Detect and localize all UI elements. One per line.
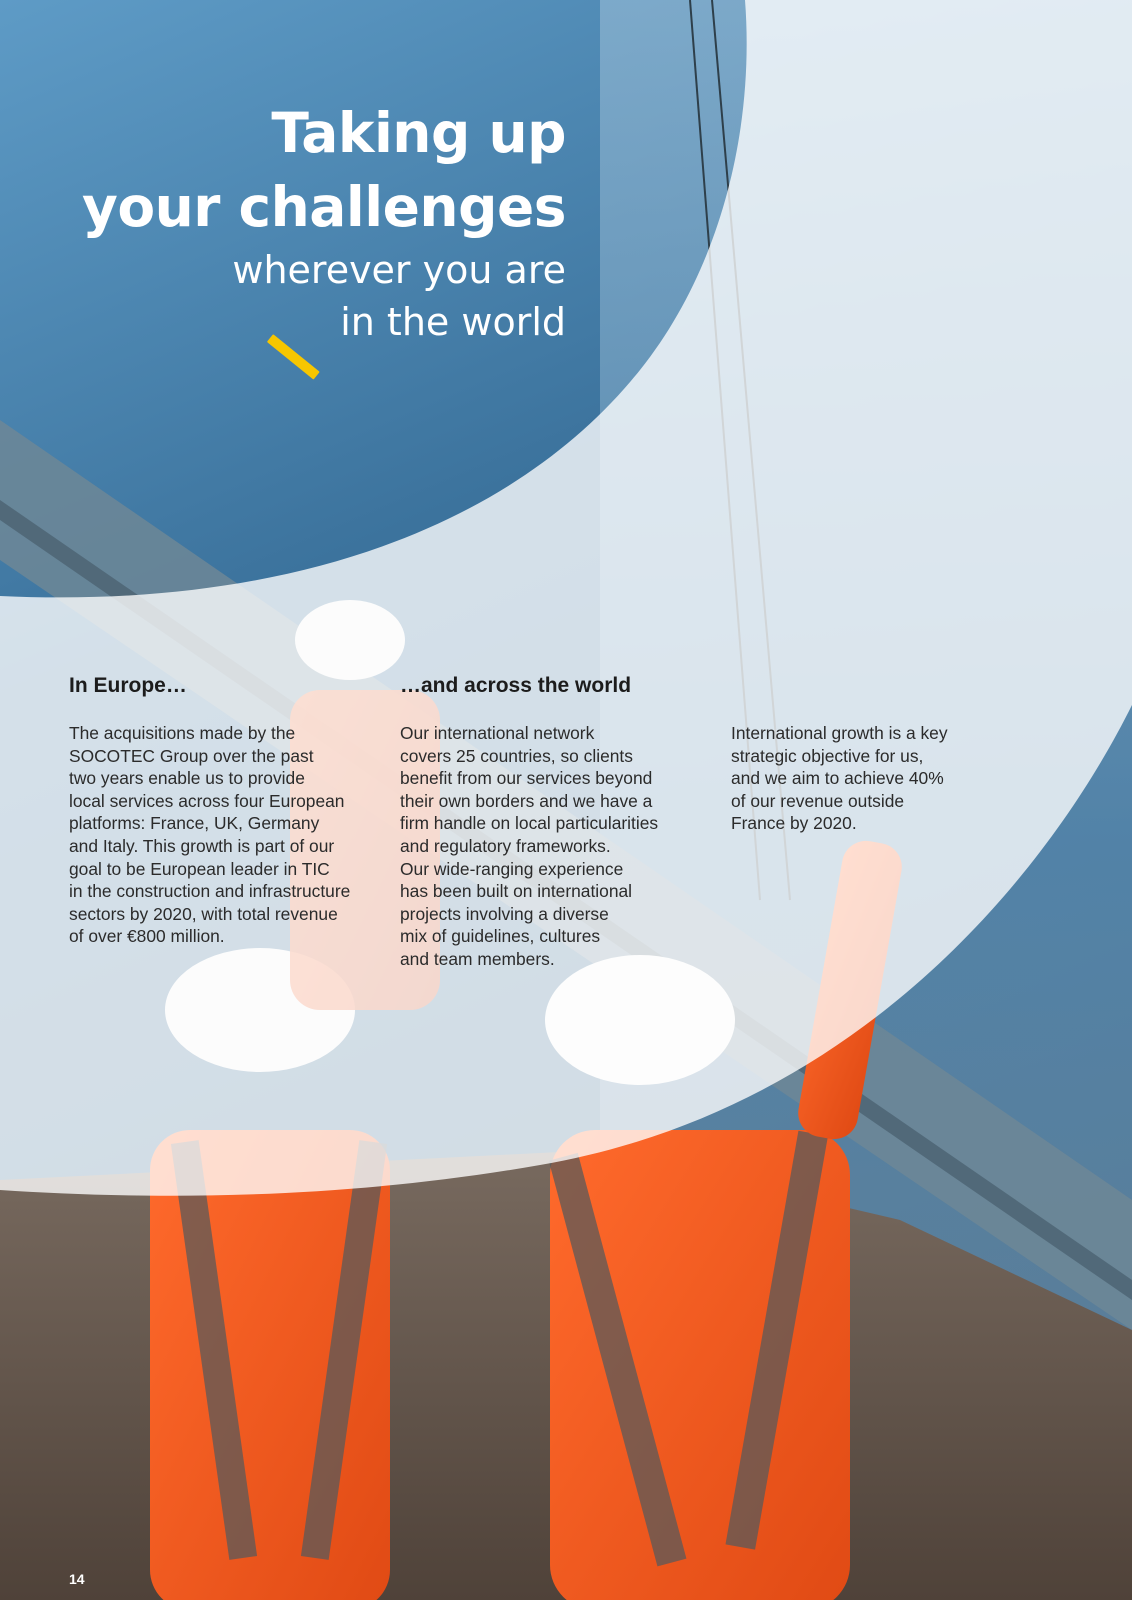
title-line-2: your challenges — [81, 175, 566, 239]
page-number: 14 — [69, 1571, 85, 1587]
title-line-1: Taking up — [271, 101, 566, 165]
text-europe: The acquisitions made by the SOCOTEC Group over the past two years enable us to provide local services across four European platforms: France, UK, Germany and Italy. This growth is part of our goal to be European leader in TIC in the construction and infrastructure sectors by 2020, with total revenue of over €800 million. — [69, 723, 351, 947]
subtitle-line-2: in the world — [340, 300, 566, 344]
text-growth: International growth is a key strategic objective for us, and we aim to achieve 40% of our revenue outside France by 2020. — [731, 723, 948, 834]
heading-europe: In Europe… — [69, 674, 187, 697]
title-block — [6, 96, 566, 348]
text-world: Our international network covers 25 countries, so clients benefit from our services beyond their own borders and we have a firm handle on local particularities and regulatory frameworks. Our wide-ranging experience has been built on international projects involving a diverse mix of guidelines, cultures and team members. — [400, 723, 659, 969]
subtitle-line-1: wherever you are — [232, 248, 566, 292]
heading-world: …and across the world — [400, 674, 632, 697]
